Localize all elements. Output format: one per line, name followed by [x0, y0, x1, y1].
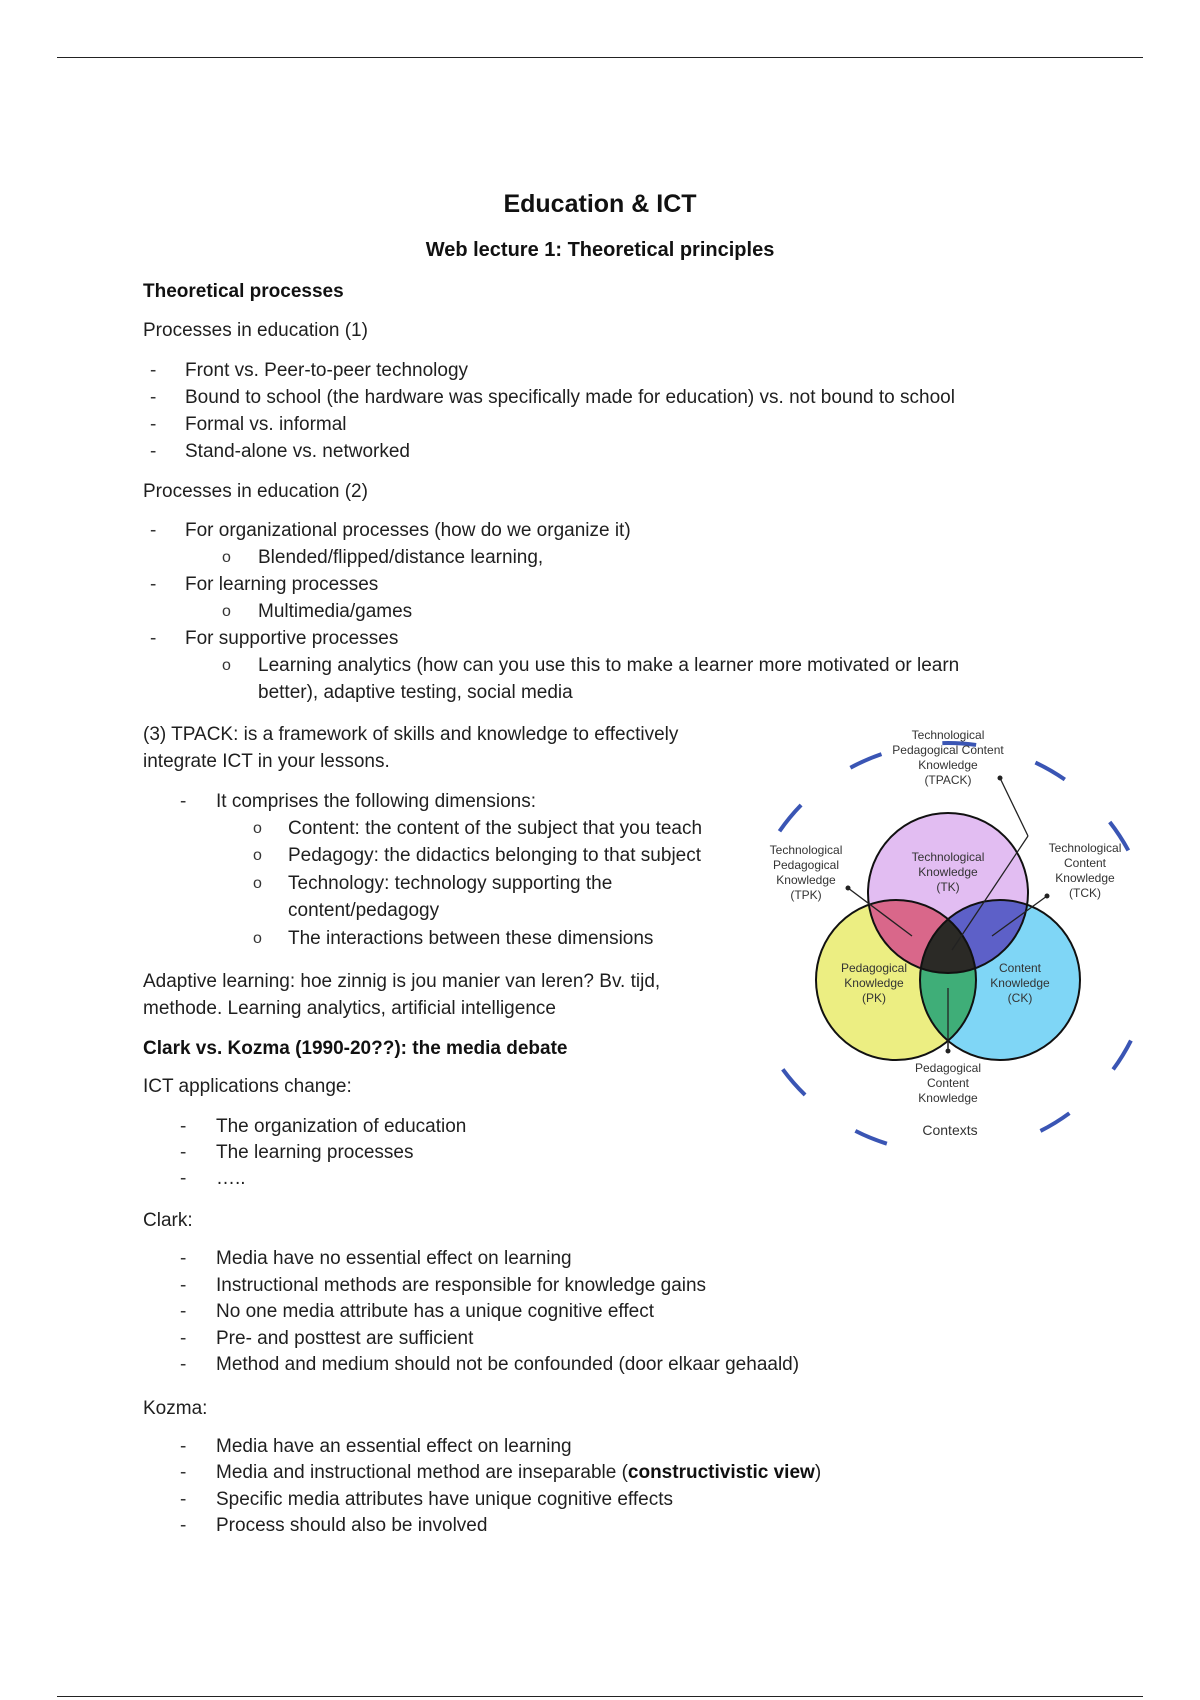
list-item: Method and medium should not be confounded (door elkaar gehaald)	[216, 1354, 800, 1375]
list-item: Stand-alone vs. networked	[185, 441, 410, 462]
sub-list-item: Learning analytics (how can you use this to make a learner more motivated or learn	[258, 655, 960, 676]
tpack-intro: (3) TPACK: is a framework of skills and knowledge to effectively	[143, 724, 679, 745]
pk-label: Knowledge	[844, 976, 904, 990]
pck-label: Knowledge	[918, 1091, 978, 1105]
dash-bullet: -	[180, 1489, 187, 1510]
page-title: Education & ICT	[503, 190, 697, 218]
sub-list-item: Multimedia/games	[258, 601, 413, 622]
pck-label: Content	[926, 1076, 970, 1090]
tpk-label: Knowledge	[776, 873, 836, 887]
dash-bullet: -	[180, 1168, 187, 1189]
tpack-label: Pedagogical Content	[892, 743, 1004, 757]
list-item: Process should also be involved	[216, 1515, 488, 1536]
list-item: No one media attribute has a unique cognitive effect	[216, 1301, 654, 1322]
dash-bullet: -	[150, 574, 157, 595]
tck-label: Technological	[1048, 841, 1122, 855]
ck-label: Knowledge	[990, 976, 1050, 990]
list-item: Formal vs. informal	[185, 414, 347, 435]
list-item: Instructional methods are responsible for knowledge gains	[216, 1275, 707, 1296]
tpack-label: Technological	[911, 728, 985, 742]
contexts-label: Contexts	[922, 1122, 978, 1138]
tck-label: Knowledge	[1055, 871, 1115, 885]
processes-1-label: Processes in education (1)	[143, 320, 368, 341]
circle-bullet: o	[222, 603, 231, 620]
pck-label: Pedagogical	[914, 1061, 982, 1075]
media-debate-heading: Clark vs. Kozma (1990-20??): the media debate	[143, 1038, 568, 1059]
dash-bullet: -	[180, 1462, 187, 1483]
list-item: The learning processes	[216, 1142, 414, 1163]
tpk-label: Technological	[769, 843, 843, 857]
dash-bullet: -	[150, 628, 157, 649]
list-item: Specific media attributes have unique cognitive effects	[216, 1489, 673, 1510]
sub-list-item-continued: better), adaptive testing, social media	[258, 682, 573, 703]
dash-bullet: -	[150, 414, 157, 435]
ck-label: Content	[998, 961, 1042, 975]
tk-label: (TK)	[936, 880, 960, 894]
tk-label: Knowledge	[918, 865, 978, 879]
list-item	[216, 1460, 821, 1486]
list-item-learning: For learning processes	[185, 574, 379, 595]
list-item-text: )	[814, 1462, 822, 1483]
tpack-intro-continued: integrate ICT in your lessons.	[143, 751, 390, 772]
adaptive-learning-text: Adaptive learning: hoe zinnig is jou manier van leren? Bv. tijd,	[143, 971, 661, 992]
dash-bullet: -	[180, 1142, 187, 1163]
tpack-pointer	[1000, 778, 1028, 836]
page-subtitle: Web lecture 1: Theoretical principles	[425, 239, 775, 261]
dash-bullet: -	[150, 387, 157, 408]
tpack-venn-diagram	[760, 718, 1140, 1146]
circle-bullet: o	[253, 847, 262, 864]
tck-label: Content	[1063, 856, 1107, 870]
dash-bullet: -	[180, 1328, 187, 1349]
list-item-text: Media and instructional method are inseparable (	[216, 1462, 628, 1483]
list-item: …..	[216, 1168, 246, 1189]
dimension-content: Content: the content of the subject that you teach	[288, 818, 703, 839]
circle-bullet: o	[253, 930, 262, 947]
tck-pointer-dot	[1045, 894, 1050, 899]
pk-label: (PK)	[862, 991, 886, 1005]
ict-applications-label: ICT applications change:	[143, 1076, 352, 1097]
emphasis-text: constructivistic view	[627, 1462, 815, 1483]
tpk-label: Pedagogical	[772, 858, 840, 872]
dash-bullet: -	[180, 791, 187, 812]
dash-bullet: -	[180, 1275, 187, 1296]
tck-label: (TCK)	[1069, 886, 1101, 900]
circle-bullet: o	[222, 657, 231, 674]
pck-pointer-dot	[946, 1049, 951, 1054]
list-item: Pre- and posttest are sufficient	[216, 1328, 474, 1349]
dash-bullet: -	[150, 520, 157, 541]
top-rule	[57, 57, 1143, 58]
processes-2-label: Processes in education (2)	[143, 481, 368, 502]
circle-bullet: o	[253, 820, 262, 837]
tpack-pointer-dot	[998, 776, 1003, 781]
clark-label: Clark:	[143, 1210, 193, 1231]
list-item: Bound to school (the hardware was specifically made for education) vs. not bound to school	[185, 387, 955, 408]
bottom-rule	[57, 1696, 1143, 1697]
tpack-dimensions-intro: It comprises the following dimensions:	[216, 791, 536, 812]
dash-bullet: -	[180, 1301, 187, 1322]
list-item: The organization of education	[216, 1116, 467, 1137]
tpack-label: (TPACK)	[924, 773, 972, 787]
tk-label: Technological	[911, 850, 985, 864]
list-item: Front vs. Peer-to-peer technology	[185, 360, 469, 381]
sub-list-item: Blended/flipped/distance learning,	[258, 547, 544, 568]
dimension-technology-continued: content/pedagogy	[288, 900, 440, 921]
list-item: Media have no essential effect on learning	[216, 1248, 572, 1269]
kozma-label: Kozma:	[143, 1398, 208, 1419]
list-item-organizational: For organizational processes (how do we organize it)	[185, 520, 631, 541]
dash-bullet: -	[150, 441, 157, 462]
pk-label: Pedagogical	[840, 961, 908, 975]
dimension-pedagogy: Pedagogy: the didactics belonging to that subject	[288, 845, 702, 866]
ck-label: (CK)	[1007, 991, 1033, 1005]
tpack-label: Knowledge	[918, 758, 978, 772]
dimension-interactions: The interactions between these dimensions	[288, 928, 654, 949]
adaptive-learning-text-continued: methode. Learning analytics, artificial intelligence	[143, 998, 556, 1019]
list-item: Media have an essential effect on learning	[216, 1436, 572, 1457]
dash-bullet: -	[180, 1116, 187, 1137]
tpk-pointer-dot	[846, 886, 851, 891]
list-item-supportive: For supportive processes	[185, 628, 399, 649]
dash-bullet: -	[150, 360, 157, 381]
tpk-label: (TPK)	[790, 888, 822, 902]
circle-bullet: o	[253, 875, 262, 892]
circle-bullet: o	[222, 549, 231, 566]
dash-bullet: -	[180, 1436, 187, 1457]
dash-bullet: -	[180, 1354, 187, 1375]
dash-bullet: -	[180, 1515, 187, 1536]
dimension-technology: Technology: technology supporting the	[288, 873, 613, 894]
section-heading-theoretical-processes: Theoretical processes	[143, 281, 344, 302]
dash-bullet: -	[180, 1248, 187, 1269]
